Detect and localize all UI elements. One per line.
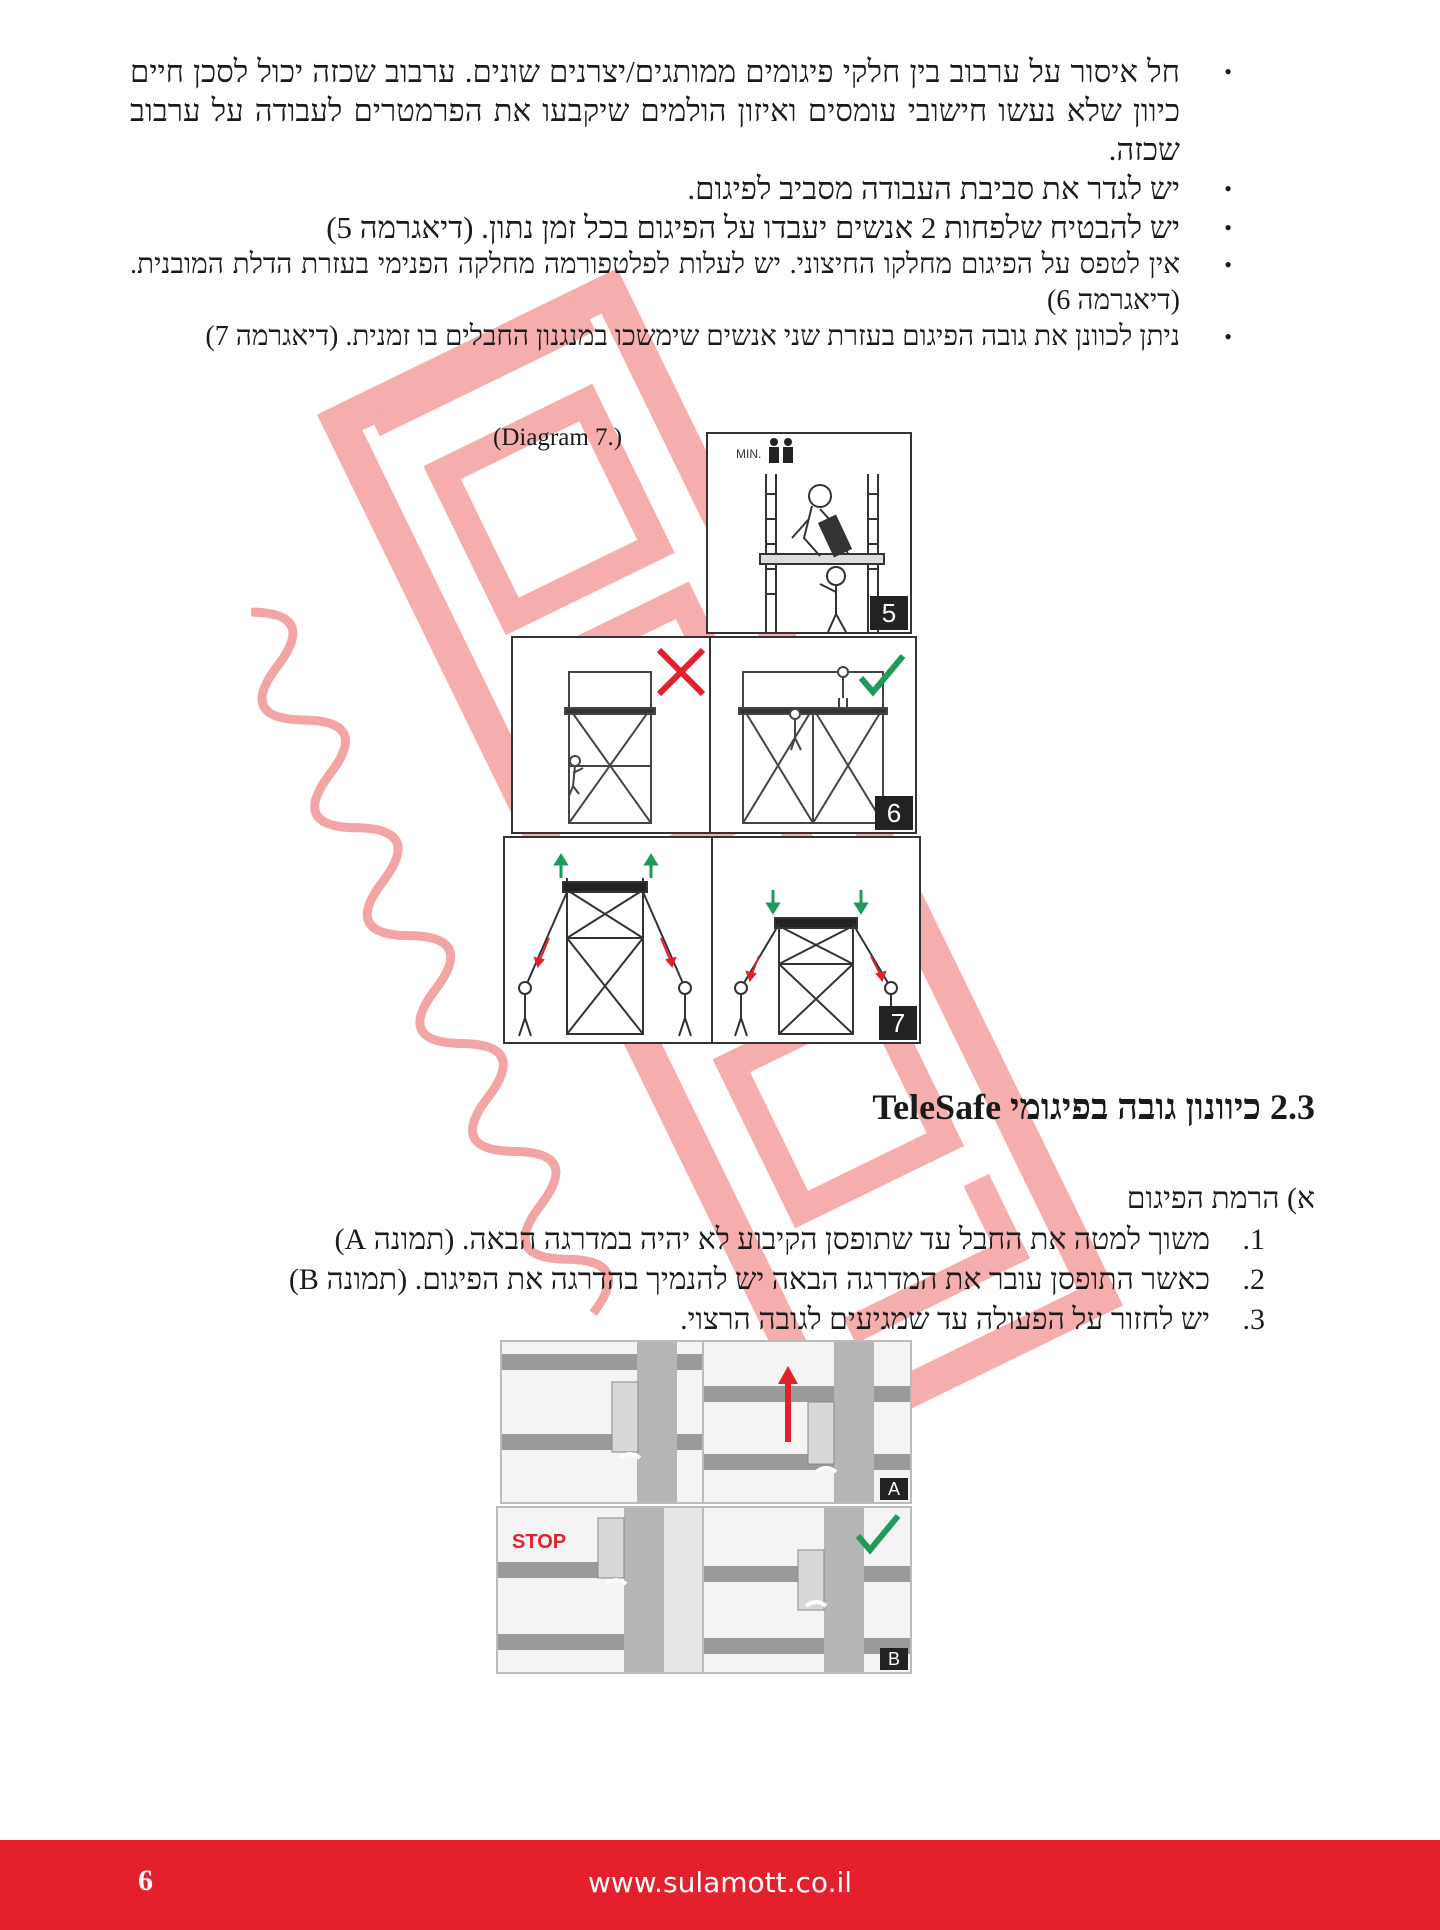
steps-list	[165, 1220, 1265, 1340]
diagram-6-correct	[709, 636, 917, 834]
climbing-outside-illustration	[513, 638, 711, 832]
diagram-5	[706, 432, 912, 634]
section-heading	[872, 1086, 1315, 1128]
photo-label-a: A	[880, 1478, 908, 1500]
bullet-item	[130, 247, 1230, 319]
step-number: 3.	[1242, 1303, 1265, 1336]
bullet-dot: •	[1224, 176, 1232, 201]
diagram-7-lower	[711, 836, 921, 1044]
diagram-7-raise	[503, 836, 715, 1044]
diagram-number-6: 6	[875, 796, 913, 830]
photo-b-right	[702, 1506, 912, 1674]
bullet-text: יש להבטיח שלפחות 2 אנשים יעבדו על הפיגום בכל זמן נתון. (דיאגרמה 5)	[326, 210, 1180, 245]
ladder-catch-photo	[502, 1342, 702, 1502]
bullet-item	[130, 169, 1230, 208]
stop-label: STOP	[512, 1531, 567, 1553]
bullet-dot: •	[1224, 59, 1232, 84]
photo-a-left	[500, 1340, 704, 1504]
bullet-text: ניתן לכוונן את גובה הפיגום בעזרת שני אנשים שימשכו במנגנון החבלים בו זמנית. (דיאגרמה 7)	[205, 321, 1180, 352]
raising-with-ropes-illustration	[505, 838, 713, 1042]
bullet-list	[130, 52, 1230, 355]
bullet-item	[130, 319, 1230, 355]
step-text: משוך למטה את החבל עד שתופסן הקיבוע לא יהיה במדרגה הבאה. (תמונה A)	[334, 1223, 1210, 1256]
bullet-text: אין לטפס על הפיגום מחלקו החיצוני. יש לעלות לפלטפורמה מחלקה הפנימי בעזרת הדלת המובנית. (דיאגרמה 6)	[130, 249, 1180, 316]
step-text: יש לחזור על הפעולה עד שמגיעים לגובה הרצוי.	[680, 1303, 1210, 1336]
section-title-hebrew: כיוונון גובה בפיגומי	[1010, 1087, 1261, 1127]
photo-b-left	[496, 1506, 704, 1674]
diagram-number-5: 5	[870, 596, 908, 630]
bullet-dot: •	[1224, 252, 1232, 277]
photo-label-b: B	[880, 1648, 908, 1670]
bullet-text: יש לגדר את סביבת העבודה מסביב לפיגום.	[687, 171, 1180, 206]
bullet-item	[130, 52, 1230, 169]
diagram-number-7: 7	[879, 1006, 917, 1040]
min-label: MIN.	[736, 447, 762, 461]
subheading: א) הרמת הפיגום	[1126, 1182, 1315, 1215]
step-number: 2.	[1242, 1263, 1265, 1296]
diagram-6-wrong	[511, 636, 713, 834]
section-title-english: TeleSafe	[872, 1087, 1002, 1127]
section-number: 2.3	[1270, 1087, 1315, 1127]
bullet-dot: •	[1224, 215, 1232, 240]
diagram-caption: (Diagram 7.)	[493, 424, 623, 451]
page-number: 6	[138, 1864, 153, 1897]
step-item	[165, 1300, 1265, 1340]
ladder-stop-photo	[498, 1508, 702, 1672]
website-link[interactable]: www.sulamott.co.il	[587, 1866, 853, 1899]
step-text: כאשר התופסן עובר את המדרגה הבאה יש להנמיך בהדרגה את הפיגום. (תמונה B)	[288, 1263, 1210, 1296]
bullet-item	[130, 208, 1230, 247]
step-item	[165, 1260, 1265, 1300]
bullet-text: חל איסור על ערבוב בין חלקי פיגומים ממותגים/יצרנים שונים. ערבוב שכזה יכול לסכן חיים כיוון שלא נעשו חישובי עומסים ואיזון הולמים שיקבעו את הפרמטרים לעבודה על ערבוב שכזה.	[130, 54, 1180, 167]
photo-a-right	[702, 1340, 912, 1504]
bullet-dot: •	[1224, 324, 1232, 349]
footer-bar	[0, 1840, 1440, 1930]
step-number: 1.	[1242, 1223, 1265, 1256]
step-item	[165, 1220, 1265, 1260]
